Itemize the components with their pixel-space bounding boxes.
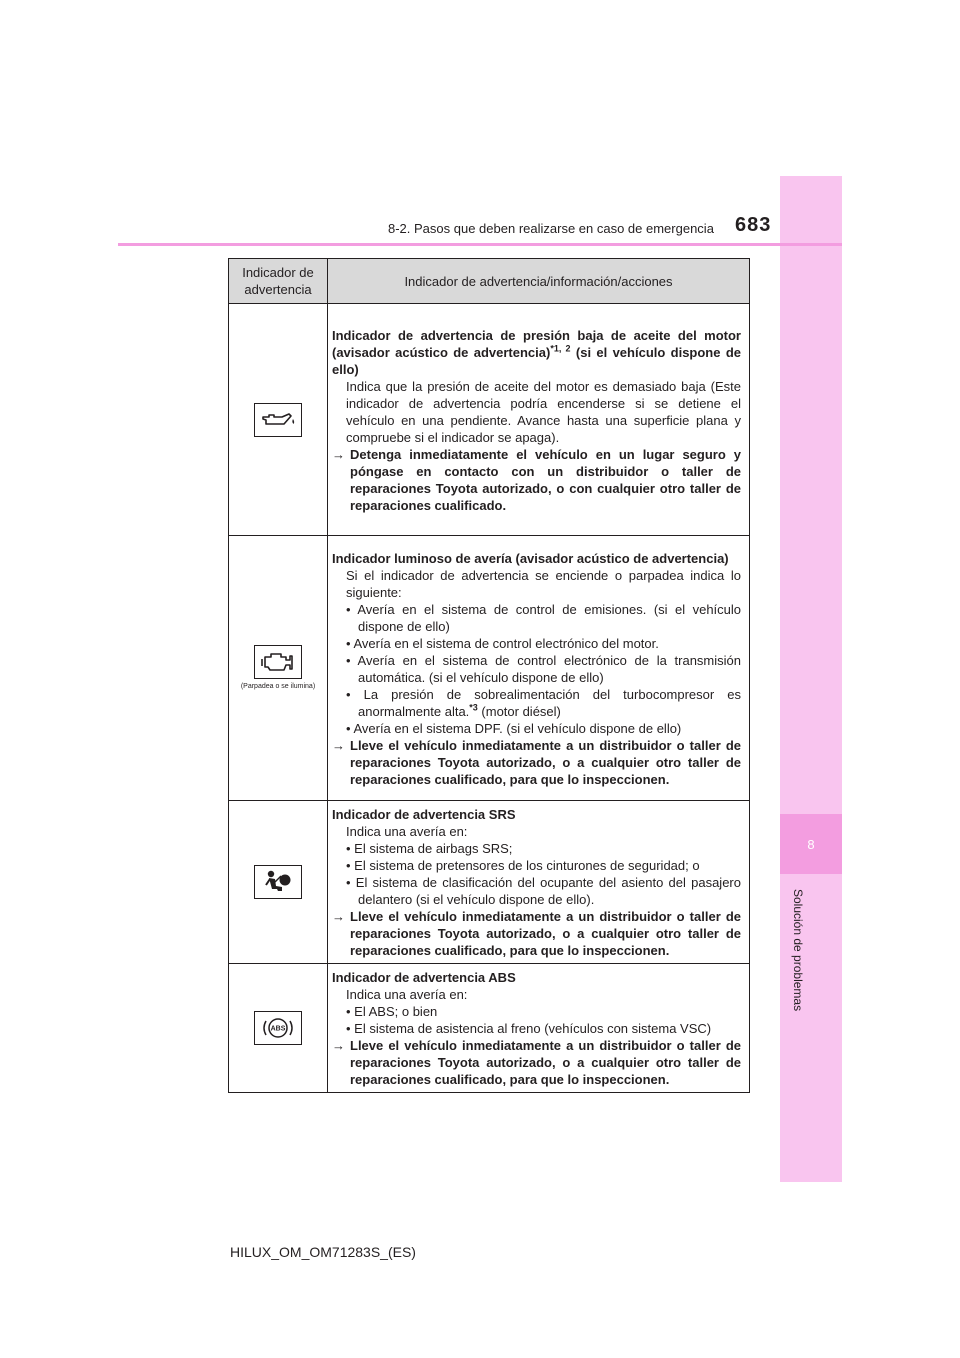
icon-note: (Parpadea o se ilumina) <box>240 683 316 690</box>
row-title: Indicador de advertencia ABS <box>332 970 516 985</box>
oil-pressure-icon <box>254 403 302 437</box>
list-item: • Avería en el sistema de control electrónico del motor. <box>346 635 659 651</box>
row-description: Indica que la presión de aceite del motor es demasiado baja (Este indicador de advertencia podría encenderse si se detiene el vehículo en una pendiente. Avance hasta una superficie plana y compruebe si el indicador se apaga). <box>346 378 741 445</box>
abs-icon-text: ABS <box>270 1025 286 1033</box>
list-item: • Avería en el sistema DPF. (si el vehículo dispone de ello) <box>346 720 682 736</box>
list-item: • El sistema de clasificación del ocupante del asiento del pasajero delantero (si el vehículo dispone de ello). <box>346 875 741 907</box>
table-header-row <box>229 259 750 304</box>
page-number: 683 <box>735 214 772 236</box>
details-cell <box>328 964 750 1093</box>
list-item: • Avería en el sistema de control electrónico de la transmisión automática. (si el vehículo dispone de ello) <box>346 652 741 685</box>
row-title: Indicador luminoso de avería (avisador acústico de advertencia) <box>332 550 729 566</box>
row-description: Si el indicador de advertencia se enciende o parpadea indica lo siguiente: <box>346 567 741 600</box>
list-item: • El sistema de airbags SRS; <box>346 841 513 856</box>
chapter-label: Solución de problemas <box>791 888 805 1012</box>
details-cell <box>328 304 750 536</box>
column-header-details: Indicador de advertencia/información/acciones <box>328 259 750 304</box>
list-item: • El sistema de pretensores de los cinturones de seguridad; o <box>346 858 700 873</box>
details-cell <box>328 536 750 801</box>
list-item: • El sistema de asistencia al freno (vehículos con sistema VSC) <box>346 1021 712 1036</box>
abs-icon <box>254 1011 302 1045</box>
check-engine-icon <box>254 645 302 679</box>
column-header-indicator: Indicador de advertencia <box>229 259 328 304</box>
chapter-number: 8 <box>807 836 815 852</box>
table-row <box>229 536 750 801</box>
row-description: Indica una avería en: <box>346 824 468 839</box>
icon-cell <box>229 304 328 536</box>
section-title: 8-2. Pasos que deben realizarse en caso de emergencia <box>388 221 714 236</box>
row-description: Indica una avería en: <box>346 987 468 1002</box>
header-divider <box>118 243 842 246</box>
icon-cell <box>229 964 328 1093</box>
warning-indicator-table <box>228 258 750 1093</box>
table-row <box>229 801 750 964</box>
details-cell <box>328 801 750 964</box>
icon-cell <box>229 801 328 964</box>
row-action: → Detenga inmediatamente el vehículo en un lugar seguro y póngase en contacto con un distribuidor o taller de reparaciones Toyota autorizado, o con cualquier otro taller de reparaciones cualificado. <box>332 446 741 513</box>
chapter-side-tab <box>780 176 842 1182</box>
document-code: HILUX_OM_OM71283S_(ES) <box>230 1244 416 1260</box>
row-action: → Lleve el vehículo inmediatamente a un distribuidor o taller de reparaciones Toyota autorizado, o a cualquier otro taller de reparaciones cualificado, para que lo inspeccionen. <box>332 1038 741 1087</box>
chapter-number-tab <box>780 814 842 874</box>
list-item: • Avería en el sistema de control de emisiones. (si el vehículo dispone de ello) <box>346 601 742 634</box>
row-action: → Lleve el vehículo inmediatamente a un distribuidor o taller de reparaciones Toyota autorizado, o a cualquier otro taller de reparaciones cualificado, para que lo inspeccionen. <box>332 909 741 958</box>
row-action: → Lleve el vehículo inmediatamente a un distribuidor o taller de reparaciones Toyota autorizado, o a cualquier otro taller de reparaciones cualificado, para que lo inspeccionen. <box>332 737 741 787</box>
list-item: • La presión de sobrealimentación del turbocompresor es anormalmente alta.$^{*3}$ (motor diésel) <box>346 686 741 719</box>
row-title: Indicador de advertencia de presión baja de aceite del motor (avisador acústico de advertencia)$^{*1, 2}$ (si el vehículo dispone de ello) <box>332 327 741 377</box>
srs-airbag-icon <box>254 865 302 899</box>
row-title: Indicador de advertencia SRS <box>332 807 516 822</box>
list-item: • El ABS; o bien <box>346 1004 438 1019</box>
table-row <box>229 304 750 536</box>
table-row <box>229 964 750 1093</box>
icon-cell <box>229 536 328 801</box>
